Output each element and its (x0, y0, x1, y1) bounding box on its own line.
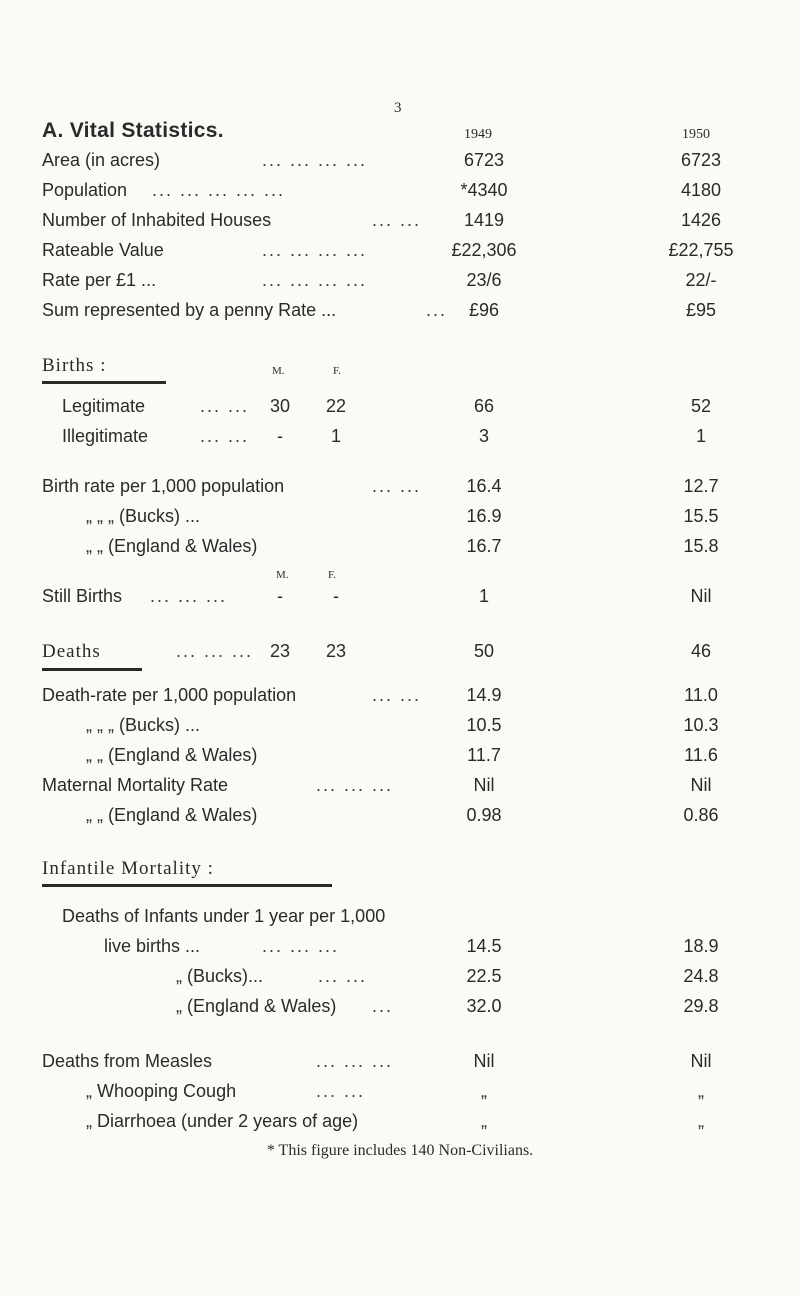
leader-dots: ... ... ... (316, 775, 394, 795)
row-label: „ Whooping Cough (86, 1081, 237, 1101)
table-row (0, 1081, 800, 1107)
row-label: Number of Inhabited Houses (42, 210, 272, 230)
leader-dots: ... ... ... (150, 586, 228, 606)
row-label: „ „ „ (Bucks) ... (86, 506, 200, 526)
row-label: „ (England & Wales) (176, 996, 337, 1016)
value-1949: Nil (473, 1051, 495, 1071)
infantile-heading: Infantile Mortality : (42, 858, 214, 879)
value-1949: £96 (468, 300, 500, 320)
section-title: A. Vital Statistics. (42, 119, 224, 142)
value-1949: *4340 (460, 180, 508, 200)
leader-dots: ... ... ... ... ... (152, 180, 286, 200)
value-1950: „ (698, 1081, 704, 1101)
row-label: „ „ „ (Bucks) ... (86, 715, 200, 735)
value-1950: 12.7 (683, 476, 719, 496)
births-m-label: M. (272, 365, 285, 377)
row-label: Rate per £1 ... (42, 270, 157, 290)
value-male: 23 (269, 641, 291, 661)
row-label: live births ... (104, 936, 201, 956)
births-heading: Births : (42, 355, 107, 376)
leader-dots: ... ... (318, 966, 368, 986)
table-row (0, 715, 800, 741)
leader-dots: ... ... (200, 426, 250, 446)
leader-dots: ... ... ... (262, 936, 340, 956)
leader-dots: ... ... (372, 210, 422, 230)
value-1949: 23/6 (466, 270, 502, 290)
value-1950: 1426 (680, 210, 722, 230)
table-row (0, 775, 800, 801)
deaths-heading: Deaths (42, 641, 101, 662)
value-1950: 15.5 (683, 506, 719, 526)
row-label: „ „ (England & Wales) (86, 745, 258, 765)
table-row (0, 685, 800, 711)
footnote: * This figure includes 140 Non-Civilians. (266, 1142, 534, 1159)
value-1949: 0.98 (466, 805, 502, 825)
value-1950: 10.3 (683, 715, 719, 735)
value-1950: 11.0 (684, 685, 718, 705)
value-1950: 15.8 (683, 536, 719, 556)
row-label: Legitimate (62, 396, 146, 416)
infantile-heading-rule (42, 884, 332, 887)
row-label: Population (42, 180, 128, 200)
table-row (0, 270, 800, 296)
value-1950: 18.9 (683, 936, 719, 956)
table-row (0, 476, 800, 502)
value-1949: 6723 (463, 150, 505, 170)
table-row (0, 536, 800, 562)
value-1949: 1 (478, 586, 489, 606)
leader-dots: ... ... ... (316, 1051, 394, 1071)
value-1949: 66 (473, 396, 495, 416)
value-1950: „ (698, 1111, 704, 1131)
value-1950: Nil (690, 775, 712, 795)
value-1950: 29.8 (683, 996, 719, 1016)
value-1949: 32.0 (466, 996, 502, 1016)
value-female: - (333, 586, 339, 606)
value-1950: Nil (690, 1051, 712, 1071)
still-births-f-label: F. (328, 569, 336, 581)
value-male: - (277, 426, 283, 446)
table-row (0, 1051, 800, 1077)
leader-dots: ... ... ... ... (262, 150, 368, 170)
value-1949: 22.5 (466, 966, 502, 986)
row-label: „ (Bucks)... (176, 966, 264, 986)
table-row (0, 426, 800, 452)
table-row (0, 150, 800, 176)
value-1949: 14.9 (466, 685, 502, 705)
still-births-m-label: M. (276, 569, 289, 581)
table-row (0, 641, 800, 667)
row-label: Maternal Mortality Rate (42, 775, 229, 795)
value-1949: „ (481, 1081, 487, 1101)
table-row (0, 506, 800, 532)
row-label: Illegitimate (62, 426, 149, 446)
leader-dots: ... (372, 996, 394, 1016)
value-male: - (277, 586, 283, 606)
births-heading-rule (42, 381, 166, 384)
births-f-label: F. (333, 365, 341, 377)
value-1949: 16.7 (466, 536, 502, 556)
value-1949: 11.7 (467, 745, 501, 765)
value-1949: £22,306 (451, 240, 517, 260)
table-row (0, 180, 800, 206)
value-1950: 0.86 (683, 805, 719, 825)
value-1950: 6723 (680, 150, 722, 170)
value-female: 22 (325, 396, 347, 416)
value-female: 1 (330, 426, 341, 446)
row-label: Rateable Value (42, 240, 164, 260)
row-label: Death-rate per 1,000 population (42, 685, 297, 705)
leader-dots: ... ... (316, 1081, 366, 1101)
leader-dots: ... ... (200, 396, 250, 416)
leader-dots: ... ... (372, 685, 422, 705)
value-1949: 1419 (463, 210, 505, 230)
row-label: „ Diarrhoea (under 2 years of age) (86, 1111, 359, 1131)
table-row (0, 396, 800, 422)
value-1949: 16.4 (466, 476, 502, 496)
year-header-1949: 1949 (464, 127, 492, 142)
value-1949: 50 (473, 641, 495, 661)
value-1950: Nil (690, 586, 712, 606)
value-1950: 46 (690, 641, 712, 661)
value-1949: 14.5 (466, 936, 502, 956)
row-label: „ „ (England & Wales) (86, 536, 258, 556)
table-row (0, 966, 800, 992)
row-label: Birth rate per 1,000 population (42, 476, 285, 496)
value-1950: 4180 (680, 180, 722, 200)
value-male: 30 (269, 396, 291, 416)
value-1950: £95 (685, 300, 717, 320)
table-row (0, 210, 800, 236)
table-row (0, 1111, 800, 1137)
table-row (0, 745, 800, 771)
row-label: Area (in acres) (42, 150, 161, 170)
value-1950: £22,755 (668, 240, 734, 260)
leader-dots: ... ... ... ... (262, 270, 368, 290)
row-label: Deaths from Measles (42, 1051, 213, 1071)
table-row (0, 300, 800, 326)
value-1950: 11.6 (684, 745, 718, 765)
table-row (0, 996, 800, 1022)
infantile-intro: Deaths of Infants under 1 year per 1,000 (62, 906, 386, 926)
leader-dots: ... ... (372, 476, 422, 496)
value-1950: 1 (695, 426, 706, 446)
leader-dots: ... (426, 300, 448, 320)
year-header-1950: 1950 (682, 127, 710, 142)
page-number: 3 (394, 100, 402, 116)
row-label: „ „ (England & Wales) (86, 805, 258, 825)
value-1950: 24.8 (683, 966, 719, 986)
table-row (0, 936, 800, 962)
value-female: 23 (325, 641, 347, 661)
row-label: Still Births (42, 586, 123, 606)
value-1949: Nil (473, 775, 495, 795)
table-row (0, 805, 800, 831)
deaths-heading-rule (42, 668, 142, 671)
leader-dots: ... ... ... ... (262, 240, 368, 260)
table-row (0, 240, 800, 266)
value-1949: 10.5 (466, 715, 502, 735)
leader-dots: ... ... ... (176, 641, 254, 661)
value-1950: 52 (690, 396, 712, 416)
value-1949: 3 (478, 426, 489, 446)
value-1950: 22/- (685, 270, 717, 290)
value-1949: 16.9 (466, 506, 502, 526)
table-row (0, 586, 800, 612)
value-1949: „ (481, 1111, 487, 1131)
row-label: Sum represented by a penny Rate ... (42, 300, 337, 320)
